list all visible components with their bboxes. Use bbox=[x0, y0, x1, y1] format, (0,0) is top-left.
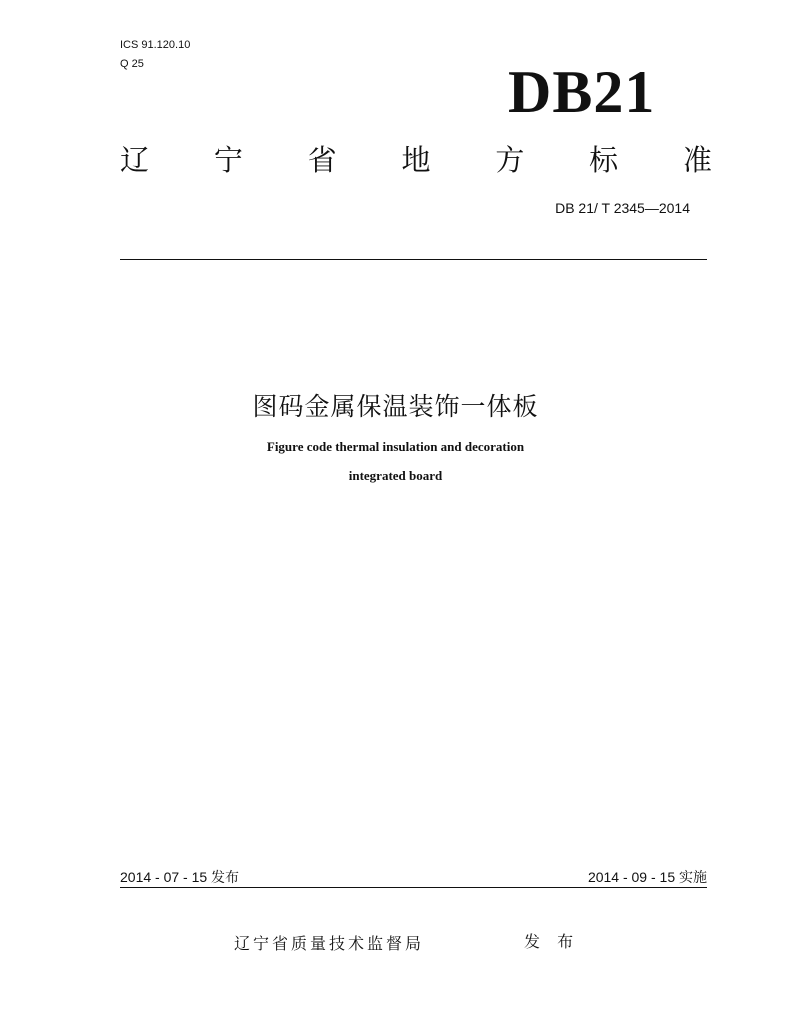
issue-date: 2014 - 07 - 15 发布 bbox=[120, 869, 240, 885]
standard-type-char: 辽 bbox=[120, 143, 150, 177]
footer-divider bbox=[120, 887, 707, 888]
standard-type-char: 标 bbox=[589, 143, 619, 177]
issuing-authority: 辽宁省质量技术监督局 bbox=[234, 934, 425, 953]
release-label: 发 布 bbox=[524, 932, 580, 951]
db21-logo: DB21 bbox=[508, 59, 656, 125]
standard-number: DB 21/ T 2345—2014 bbox=[555, 200, 690, 216]
standard-type-char: 省 bbox=[307, 143, 337, 177]
implementation-date: 2014 - 09 - 15 实施 bbox=[587, 869, 707, 885]
header-divider bbox=[120, 259, 707, 260]
standard-type-title bbox=[120, 142, 712, 178]
standard-type-char: 准 bbox=[682, 143, 712, 177]
standard-type-char: 地 bbox=[401, 143, 431, 177]
document-title-english-line1: Figure code thermal insulation and decoration bbox=[266, 439, 525, 454]
ics-code: ICS 91.120.10 bbox=[120, 39, 191, 51]
classification-code: Q 25 bbox=[120, 58, 144, 70]
document-title-english-line2: integrated board bbox=[348, 468, 443, 483]
standard-type-char: 方 bbox=[495, 143, 525, 177]
document-title-chinese: 图码金属保温装饰一体板 bbox=[252, 392, 539, 421]
standard-type-char: 宁 bbox=[213, 143, 243, 177]
